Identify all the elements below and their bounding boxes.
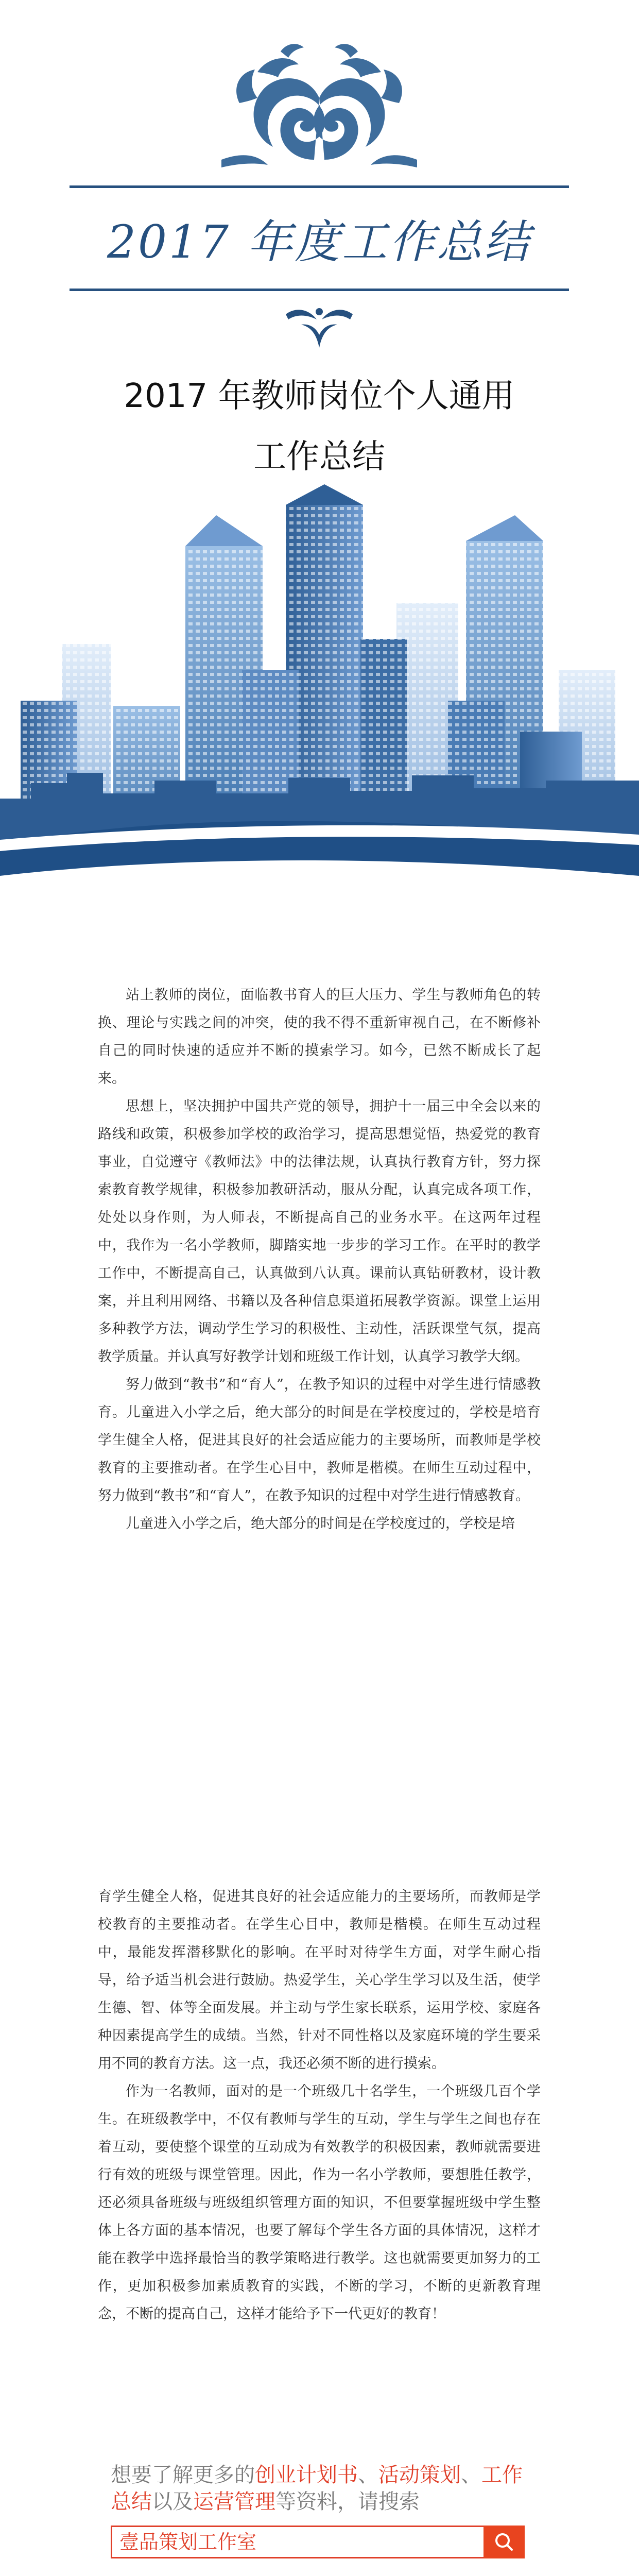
divider-bottom: [70, 289, 569, 291]
paragraph: 育学生健全人格，促进其良好的社会适应能力的主要场所，而教师是学校教育的主要推动者。在学生心目中，教师是楷模。在师生互动过程中，最能发挥潜移默化的影响。在平时对待学生方面，对学生耐心指导，给予适当机会进行鼓励。热爱学生，关心学生学习以及生活，使学生德、智、体等全面发展。并主动与学生家长联系，运用学校、家庭各种因素提高学生的成绩。当然，针对不同性格以及家庭环境的学生要采用不同的教育方法。这一点，我还必须不断的进行摸索。: [98, 1889, 541, 2072]
paragraph: 儿童进入小学之后，绝大部分的时间是在学校度过的，学校是培: [126, 1516, 515, 1532]
promo-suffix: 等资料，请搜索: [275, 2490, 420, 2514]
promo-text: [111, 2462, 538, 2515]
document-title-line1: 2017 年教师岗位个人通用: [124, 377, 515, 415]
promo-link-operations[interactable]: 运营管理: [193, 2490, 275, 2514]
document-title-line2: 工作总结: [253, 438, 385, 476]
promo-link-business-plan[interactable]: 创业计划书: [255, 2463, 358, 2487]
search-icon: [483, 2526, 525, 2558]
promo-link-event-planning[interactable]: 活动策划: [378, 2463, 461, 2487]
divider-top: [70, 185, 569, 188]
search-input-value: 壹品策划工作室: [119, 2531, 257, 2553]
ornament-top-icon: [191, 41, 448, 175]
promo-prefix: 想要了解更多的: [111, 2463, 255, 2487]
promo-separator: 、: [358, 2463, 378, 2487]
body-text-page-2: [98, 1883, 541, 2328]
promo-link-work-summary[interactable]: 工作总结: [111, 2463, 523, 2514]
search-button[interactable]: [483, 2526, 525, 2558]
paragraph: 努力做到“教书”和“育人”，在教予知识的过程中对学生进行情感教育。儿童进入小学之后，绝大部分的时间是在学校度过的，学校是培育学生健全人格，促进其良好的社会适应能力的主要场所，而教师是学校教育的主要推动者。在学生心目中，教师是楷模。在师生互动过程中，努力做到“教书”和“育人”，在教予知识的过程中对学生进行情感教育。: [98, 1377, 541, 1504]
paragraph: 思想上，坚决拥护中国共产党的领导，拥护十一届三中全会以来的路线和政策，积极参加学校的政治学习，提高思想觉悟，热爱党的教育事业，自觉遵守《教师法》中的法律法规，认真执行教育方针，努力探索教育教学规律，积极参加教研活动，服从分配，认真完成各项工作，处处以身作则，为人师表，不断提高自己的业务水平。在这两年过程中，我作为一名小学教师，脚踏实地一步步的学习工作。在平时的教学工作中，不断提高自己，认真做到八认真。课前认真钻研教材，设计教案，并且利用网络、书籍以及各种信息渠道拓展教学资源。课堂上运用多种教学方法，调动学生学习的积极性、主动性，活跃课堂气氛，提高教学质量。并认真写好教学计划和班级工作计划，认真学习教学大纲。: [98, 1098, 541, 1365]
city-skyline-illustration: [0, 484, 639, 907]
document-title: [77, 366, 561, 487]
paragraph: 站上教师的岗位，面临教书育人的巨大压力、学生与教师角色的转换、理论与实践之间的冲突，使的我不得不重新审视自己，在不断修补自己的同时快速的适应并不断的摸索学习。如今，已然不断成长了起来。: [98, 987, 541, 1087]
ornament-small-icon: [281, 304, 358, 350]
body-text-page-1: [98, 981, 541, 1538]
banner-title: 2017 年度工作总结: [107, 215, 531, 268]
promo-separator: 、: [461, 2463, 481, 2487]
promo-mid: 以及: [152, 2490, 193, 2514]
paragraph: 作为一名教师，面对的是一个班级几十名学生，一个班级几百个学生。在班级教学中，不仅有教师与学生的互动，学生与学生之间也存在着互动，要使整个课堂的互动成为有效教学的积极因素，教师就需要进行有效的班级与课堂管理。因此，作为一名小学教师，要想胜任教学，还必须具备班级与班级组织管理方面的知识，不但要掌握班级中学生整体上各方面的基本情况，也要了解每个学生各方面的具体情况，这样才能在教学中选择最恰当的教学策略进行教学。这也就需要更加努力的工作，更加积极参加素质教育的实践，不断的学习，不断的更新教育理念，不断的提高自己，这样才能给予下一代更好的教育！: [98, 2083, 541, 2322]
